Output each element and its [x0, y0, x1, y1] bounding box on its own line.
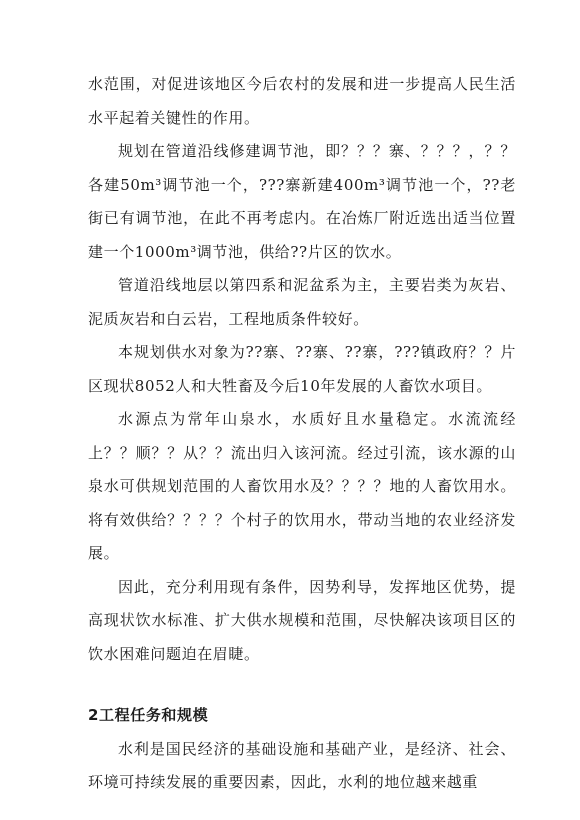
paragraph-1: 水范围，对促进该地区今后农村的发展和进一步提高人民生活水平起着关键性的作用。: [88, 75, 516, 127]
paragraph-2: 规划在管道沿线修建调节池，即？？？寨、？？？，？？各建50m³调节池一个，???寨新建400m³调节池一个，??老街已有调节池，在此不再考虑内。在冶炼厂附近选出适当位置建一个1000m³调节池，供给??片区的饮水。: [88, 142, 516, 261]
section-paragraph-1: 水利是国民经济的基础设施和基础产业，是经济、社会、环境可持续发展的重要因素，因此，水利的地位越来越重: [88, 739, 516, 791]
document-page: [88, 68, 516, 800]
paragraph-3: 管道沿线地层以第四系和泥盆系为主，主要岩类为灰岩、泥质灰岩和白云岩，工程地质条件较好。: [88, 276, 516, 328]
paragraph-5: 水源点为常年山泉水，水质好且水量稳定。水流流经上？？顺？？从？？流出归入该河流。经过引流，该水源的山泉水可供规划范围的人畜饮用水及？？？？地的人畜饮用水。将有效供给？？？？个村子的饮用水，带动当地的农业经济发展。: [88, 410, 516, 562]
paragraph-6: 因此，充分利用现有条件，因势利导，发挥地区优势，提高现状饮水标准、扩大供水规模和范围，尽快解决该项目区的饮水困难问题迫在眉睫。: [88, 577, 516, 663]
section-heading: 2工程任务和规模: [88, 706, 209, 724]
paragraph-4: 本规划供水对象为??寨、??寨、??寨，???镇政府？？片区现状8052人和大牲畜及今后10年发展的人畜饮水项目。: [88, 343, 516, 395]
